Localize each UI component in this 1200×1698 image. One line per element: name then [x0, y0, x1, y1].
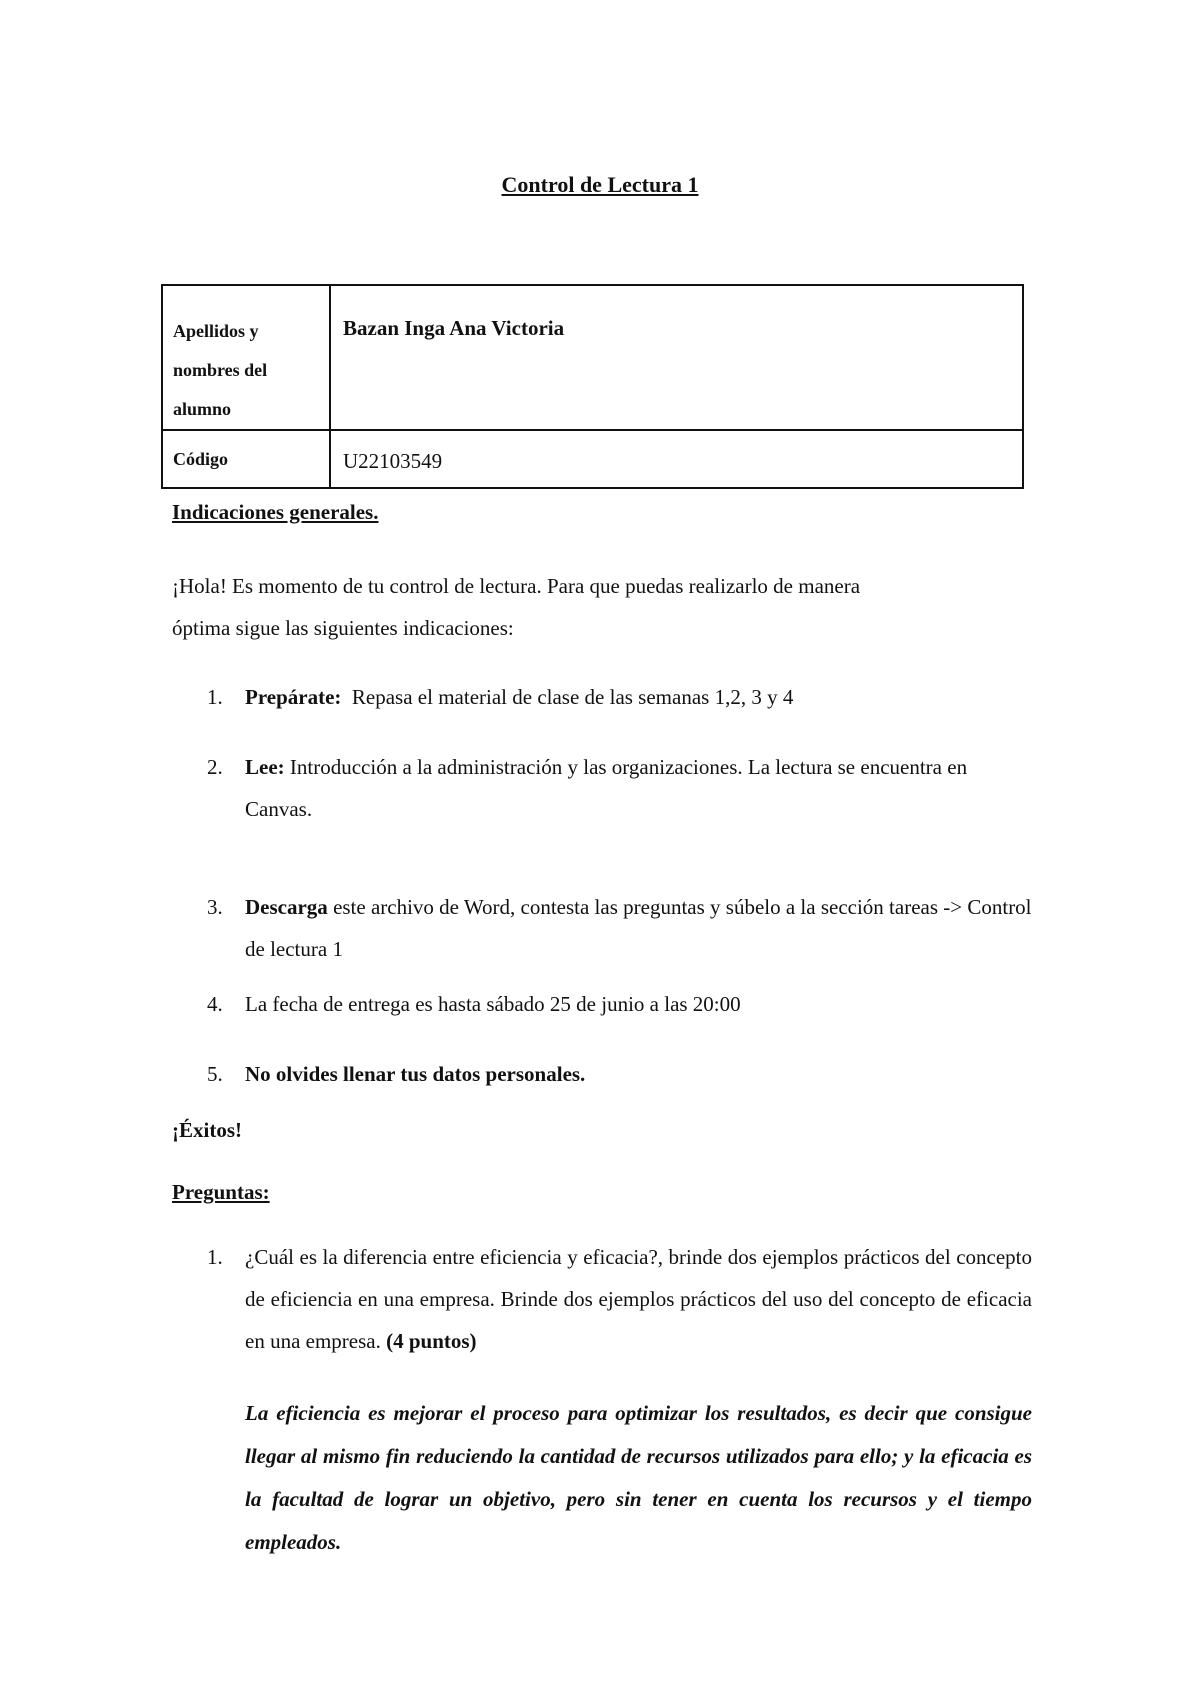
name-label-line: Apellidos y — [173, 321, 259, 341]
item-bold: Prepárate: — [245, 685, 342, 709]
item-number: 5. — [207, 1062, 223, 1086]
intro-paragraph — [172, 565, 1032, 649]
question-1 — [172, 1236, 1032, 1362]
name-label-line: nombres del — [173, 360, 268, 380]
item-bold: Descarga — [245, 895, 328, 919]
list-item — [172, 983, 1032, 1025]
item-number: 4. — [207, 992, 223, 1016]
question-points: (4 puntos) — [386, 1329, 477, 1353]
question-number: 1. — [207, 1245, 223, 1269]
page-title: Control de Lectura 1 — [501, 172, 699, 197]
code-row — [162, 430, 1023, 488]
answer-1: La eficiencia es mejorar el proceso para optimizar los resultados, es decir que consigue llegar al mismo fin reduciendo la cantidad de recursos utilizados para ello; y la eficacia es la facultad de lograr un objetivo, pero sin tener en cuenta los recursos y el tiempo empleados. — [245, 1401, 1032, 1554]
item-text: este archivo de Word, contesta las preguntas y súbelo a la sección tareas -> Control de lectura 1 — [245, 895, 1032, 961]
item-bold: No olvides llenar tus datos personales. — [245, 1062, 586, 1086]
questions-heading: Preguntas: — [172, 1180, 270, 1204]
item-text: La fecha de entrega es hasta sábado 25 de junio a las 20:00 — [245, 992, 741, 1016]
name-row — [162, 285, 1023, 430]
item-bold: Lee: — [245, 755, 285, 779]
question-text: ¿Cuál es la diferencia entre eficiencia y eficacia?, brinde dos ejemplos prácticos del concepto de eficiencia en una empresa. Brinde dos ejemplos prácticos del uso del concepto de eficacia en una empresa. — [245, 1245, 1032, 1353]
item-number: 3. — [207, 895, 223, 919]
list-item — [172, 676, 1032, 718]
code-value: U22103549 — [330, 430, 1023, 488]
list-item — [172, 886, 1032, 970]
name-value: Bazan Inga Ana Victoria — [330, 285, 1023, 430]
item-text: Introducción a la administración y las organizaciones. La lectura se encuentra en Canvas. — [245, 755, 968, 821]
student-info-table — [161, 284, 1024, 489]
closing-text: ¡Éxitos! — [172, 1118, 242, 1142]
intro-line: óptima sigue las siguientes indicaciones: — [172, 616, 514, 640]
item-number: 2. — [207, 755, 223, 779]
list-item — [172, 1053, 1032, 1095]
item-text: Repasa el material de clase de las semanas 1,2, 3 y 4 — [341, 685, 794, 709]
general-instructions-heading: Indicaciones generales. — [172, 500, 379, 524]
intro-line: ¡Hola! Es momento de tu control de lectura. Para que puedas realizarlo de manera — [172, 574, 861, 598]
name-label-line: alumno — [173, 399, 232, 419]
list-item — [172, 746, 1032, 830]
name-label — [162, 285, 330, 430]
code-label: Código — [162, 430, 330, 488]
item-number: 1. — [207, 685, 223, 709]
